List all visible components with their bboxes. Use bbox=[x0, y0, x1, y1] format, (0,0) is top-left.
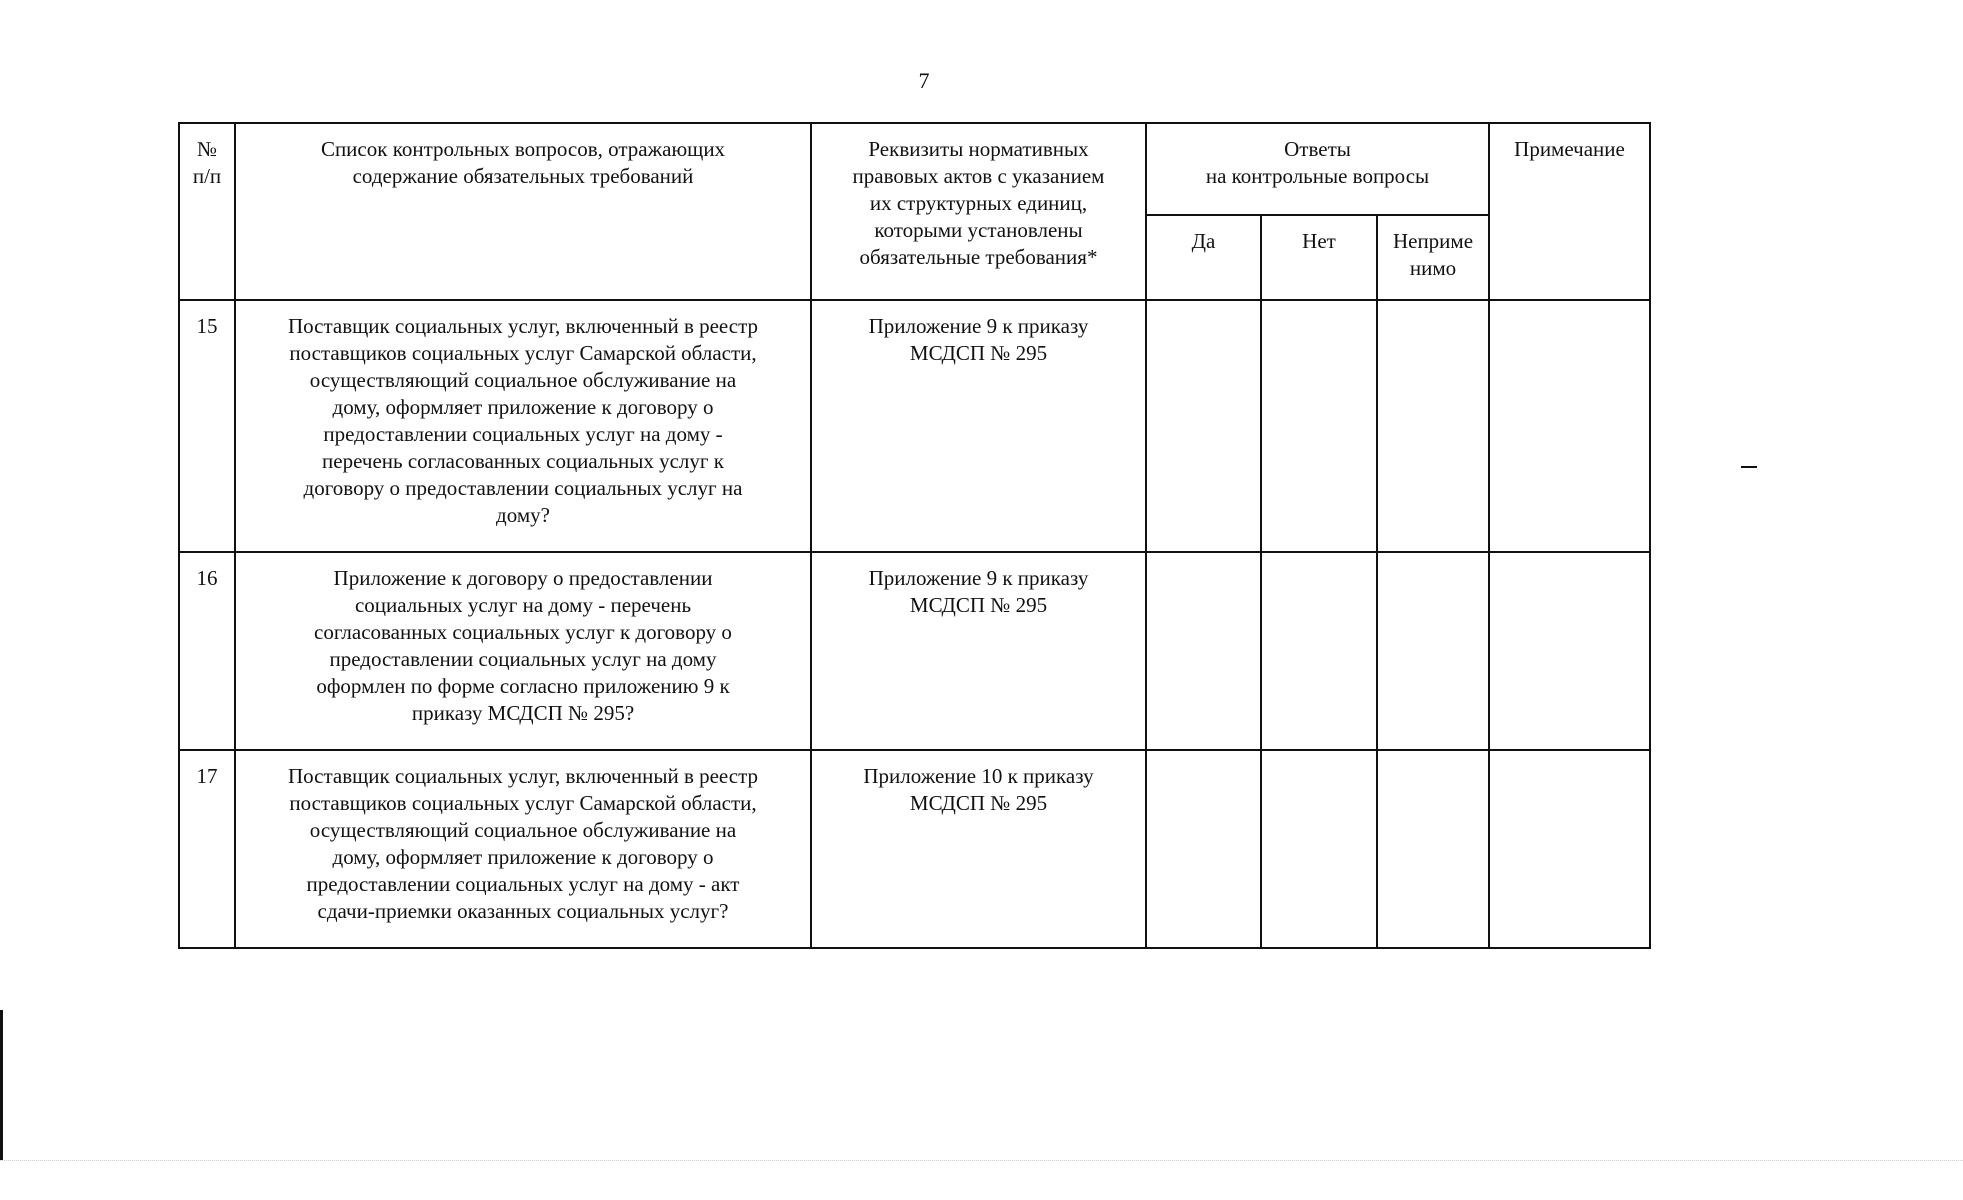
row-num: 15 bbox=[179, 300, 235, 552]
row-question: Поставщик социальных услуг, включенный в реестр поставщиков социальных услуг Самарской области, осуществляющий социальное обслуживание на дому, оформляет приложение к договору о предоставлении социальных услуг на дому - перечень согласованных социальных услуг к договору о предоставлении социальных услуг на дому? bbox=[235, 300, 811, 552]
header-no: Нет bbox=[1261, 215, 1377, 300]
scan-edge-line bbox=[0, 1010, 3, 1160]
answer-no-cell bbox=[1261, 300, 1377, 552]
answer-yes-cell bbox=[1146, 300, 1261, 552]
header-note: Примечание bbox=[1489, 123, 1650, 300]
header-question: Список контрольных вопросов, отражающих содержание обязательных требований bbox=[235, 123, 811, 300]
answer-na-cell bbox=[1377, 750, 1489, 948]
checklist-table bbox=[178, 122, 1651, 949]
scan-noise-line bbox=[0, 1160, 1963, 1162]
header-answers: Ответы на контрольные вопросы bbox=[1146, 123, 1489, 215]
answer-no-cell bbox=[1261, 750, 1377, 948]
header-yes: Да bbox=[1146, 215, 1261, 300]
answer-yes-cell bbox=[1146, 750, 1261, 948]
row-question: Приложение к договору о предоставлении социальных услуг на дому - перечень согласованных социальных услуг к договору о предоставлении социальных услуг на дому оформлен по форме согласно приложению 9 к приказу МСДСП № 295? bbox=[235, 552, 811, 750]
answer-yes-cell bbox=[1146, 552, 1261, 750]
header-na: Неприме нимо bbox=[1377, 215, 1489, 300]
table-row bbox=[179, 750, 1650, 948]
answer-na-cell bbox=[1377, 300, 1489, 552]
row-requisites: Приложение 9 к приказу МСДСП № 295 bbox=[811, 552, 1146, 750]
table-row bbox=[179, 552, 1650, 750]
row-num: 16 bbox=[179, 552, 235, 750]
answer-no-cell bbox=[1261, 552, 1377, 750]
margin-dash-mark bbox=[1741, 466, 1757, 468]
page-number: 7 bbox=[918, 68, 930, 93]
row-requisites: Приложение 9 к приказу МСДСП № 295 bbox=[811, 300, 1146, 552]
note-cell bbox=[1489, 552, 1650, 750]
answer-na-cell bbox=[1377, 552, 1489, 750]
header-row bbox=[179, 123, 1650, 215]
note-cell bbox=[1489, 300, 1650, 552]
header-num: № п/п bbox=[179, 123, 235, 300]
header-requisites: Реквизиты нормативных правовых актов с указанием их структурных единиц, которыми установлены обязательные требования* bbox=[811, 123, 1146, 300]
table-row bbox=[179, 300, 1650, 552]
row-question: Поставщик социальных услуг, включенный в реестр поставщиков социальных услуг Самарской области, осуществляющий социальное обслуживание на дому, оформляет приложение к договору о предоставлении социальных услуг на дому - акт сдачи-приемки оказанных социальных услуг? bbox=[235, 750, 811, 948]
row-requisites: Приложение 10 к приказу МСДСП № 295 bbox=[811, 750, 1146, 948]
note-cell bbox=[1489, 750, 1650, 948]
row-num: 17 bbox=[179, 750, 235, 948]
